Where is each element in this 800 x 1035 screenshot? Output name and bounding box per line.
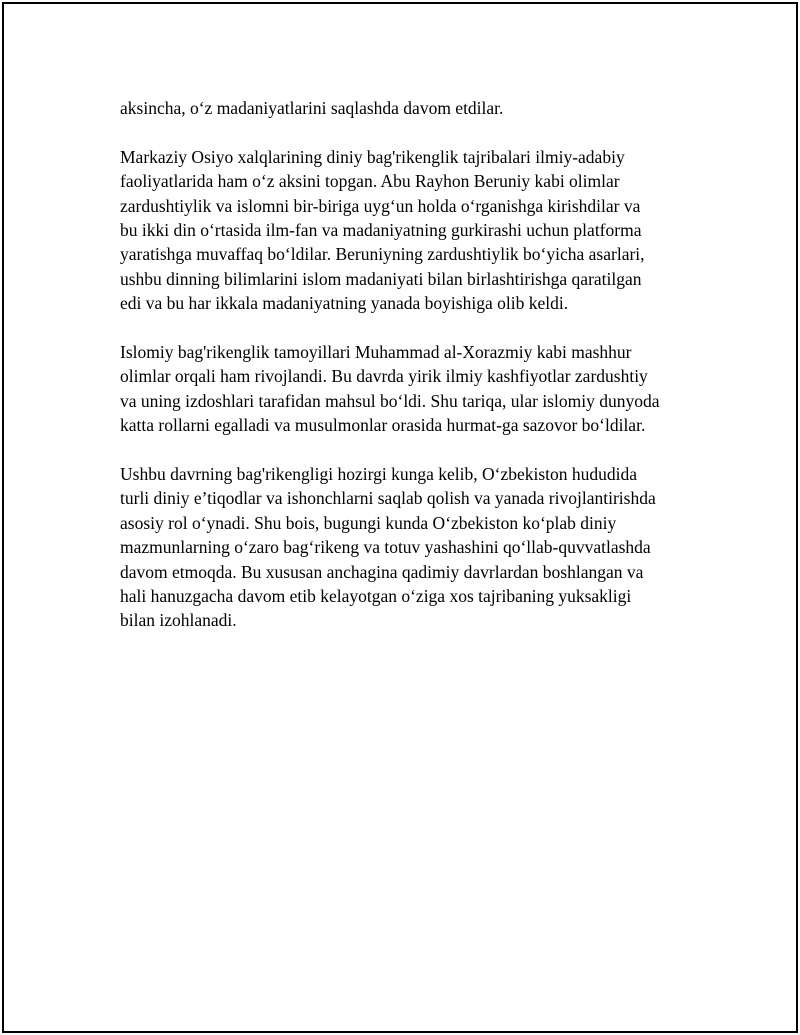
text-line: yaratishga muvaffaq bo‘ldilar. Beruniyning zardushtiylik bo‘yicha asarlari, bbox=[120, 244, 645, 265]
text-line: faoliyatlarida ham o‘z aksini topgan. Abu Rayhon Beruniy kabi olimlar bbox=[120, 171, 620, 192]
text-line: zardushtiylik va islomni bir-biriga uyg‘un holda o‘rganishga kirishdilar va bbox=[120, 195, 641, 216]
text-line: Ushbu davrning bag'rikengligi hozirgi kunga kelib, O‘zbekiston hududida bbox=[120, 464, 638, 485]
text-line: va uning izdoshlari tarafidan mahsul bo‘ldi. Shu tariqa, ular islomiy dunyoda bbox=[120, 390, 660, 411]
document-body bbox=[120, 96, 700, 657]
text-line: edi va bu har ikkala madaniyatning yanada boyishiga olib keldi. bbox=[120, 293, 569, 314]
paragraph-4 bbox=[120, 462, 700, 633]
text-line: bilan izohlanadi. bbox=[120, 610, 237, 631]
text-line: Islomiy bag'rikenglik tamoyillari Muhammad al-Xorazmiy kabi mashhur bbox=[120, 342, 632, 363]
text-line: turli diniy e’tiqodlar va ishonchlarni saqlab qolish va yanada rivojlantirishda bbox=[120, 488, 656, 509]
paragraph-3 bbox=[120, 340, 700, 438]
document-page bbox=[2, 2, 798, 1033]
paragraph-1 bbox=[120, 96, 700, 120]
text-line: davom etmoqda. Bu xususan anchagina qadimiy davrlardan boshlangan va bbox=[120, 561, 644, 582]
text-line: aksincha, o‘z madaniyatlarini saqlashda davom etdilar. bbox=[120, 98, 504, 118]
text-line: ushbu dinning bilimlarini islom madaniyati bilan birlashtirishga qaratilgan bbox=[120, 268, 642, 289]
text-line: hali hanuzgacha davom etib kelayotgan o‘ziga xos tajribaning yuksakligi bbox=[120, 586, 632, 607]
text-line: bu ikki din o‘rtasida ilm-fan va madaniyatning gurkirashi uchun platforma bbox=[120, 220, 642, 241]
paragraph-2 bbox=[120, 145, 700, 316]
text-line: olimlar orqali ham rivojlandi. Bu davrda yirik ilmiy kashfiyotlar zardushtiy bbox=[120, 366, 648, 387]
text-line: mazmunlarning o‘zaro bag‘rikeng va totuv yashashini qo‘llab-quvvatlashda bbox=[120, 537, 651, 558]
text-line: katta rollarni egalladi va musulmonlar orasida hurmat-ga sazovor bo‘ldilar. bbox=[120, 415, 646, 436]
text-line: asosiy rol o‘ynadi. Shu bois, bugungi kunda O‘zbekiston ko‘plab diniy bbox=[120, 512, 617, 533]
text-line: Markaziy Osiyo xalqlarining diniy bag'rikenglik tajribalari ilmiy-adabiy bbox=[120, 146, 625, 167]
